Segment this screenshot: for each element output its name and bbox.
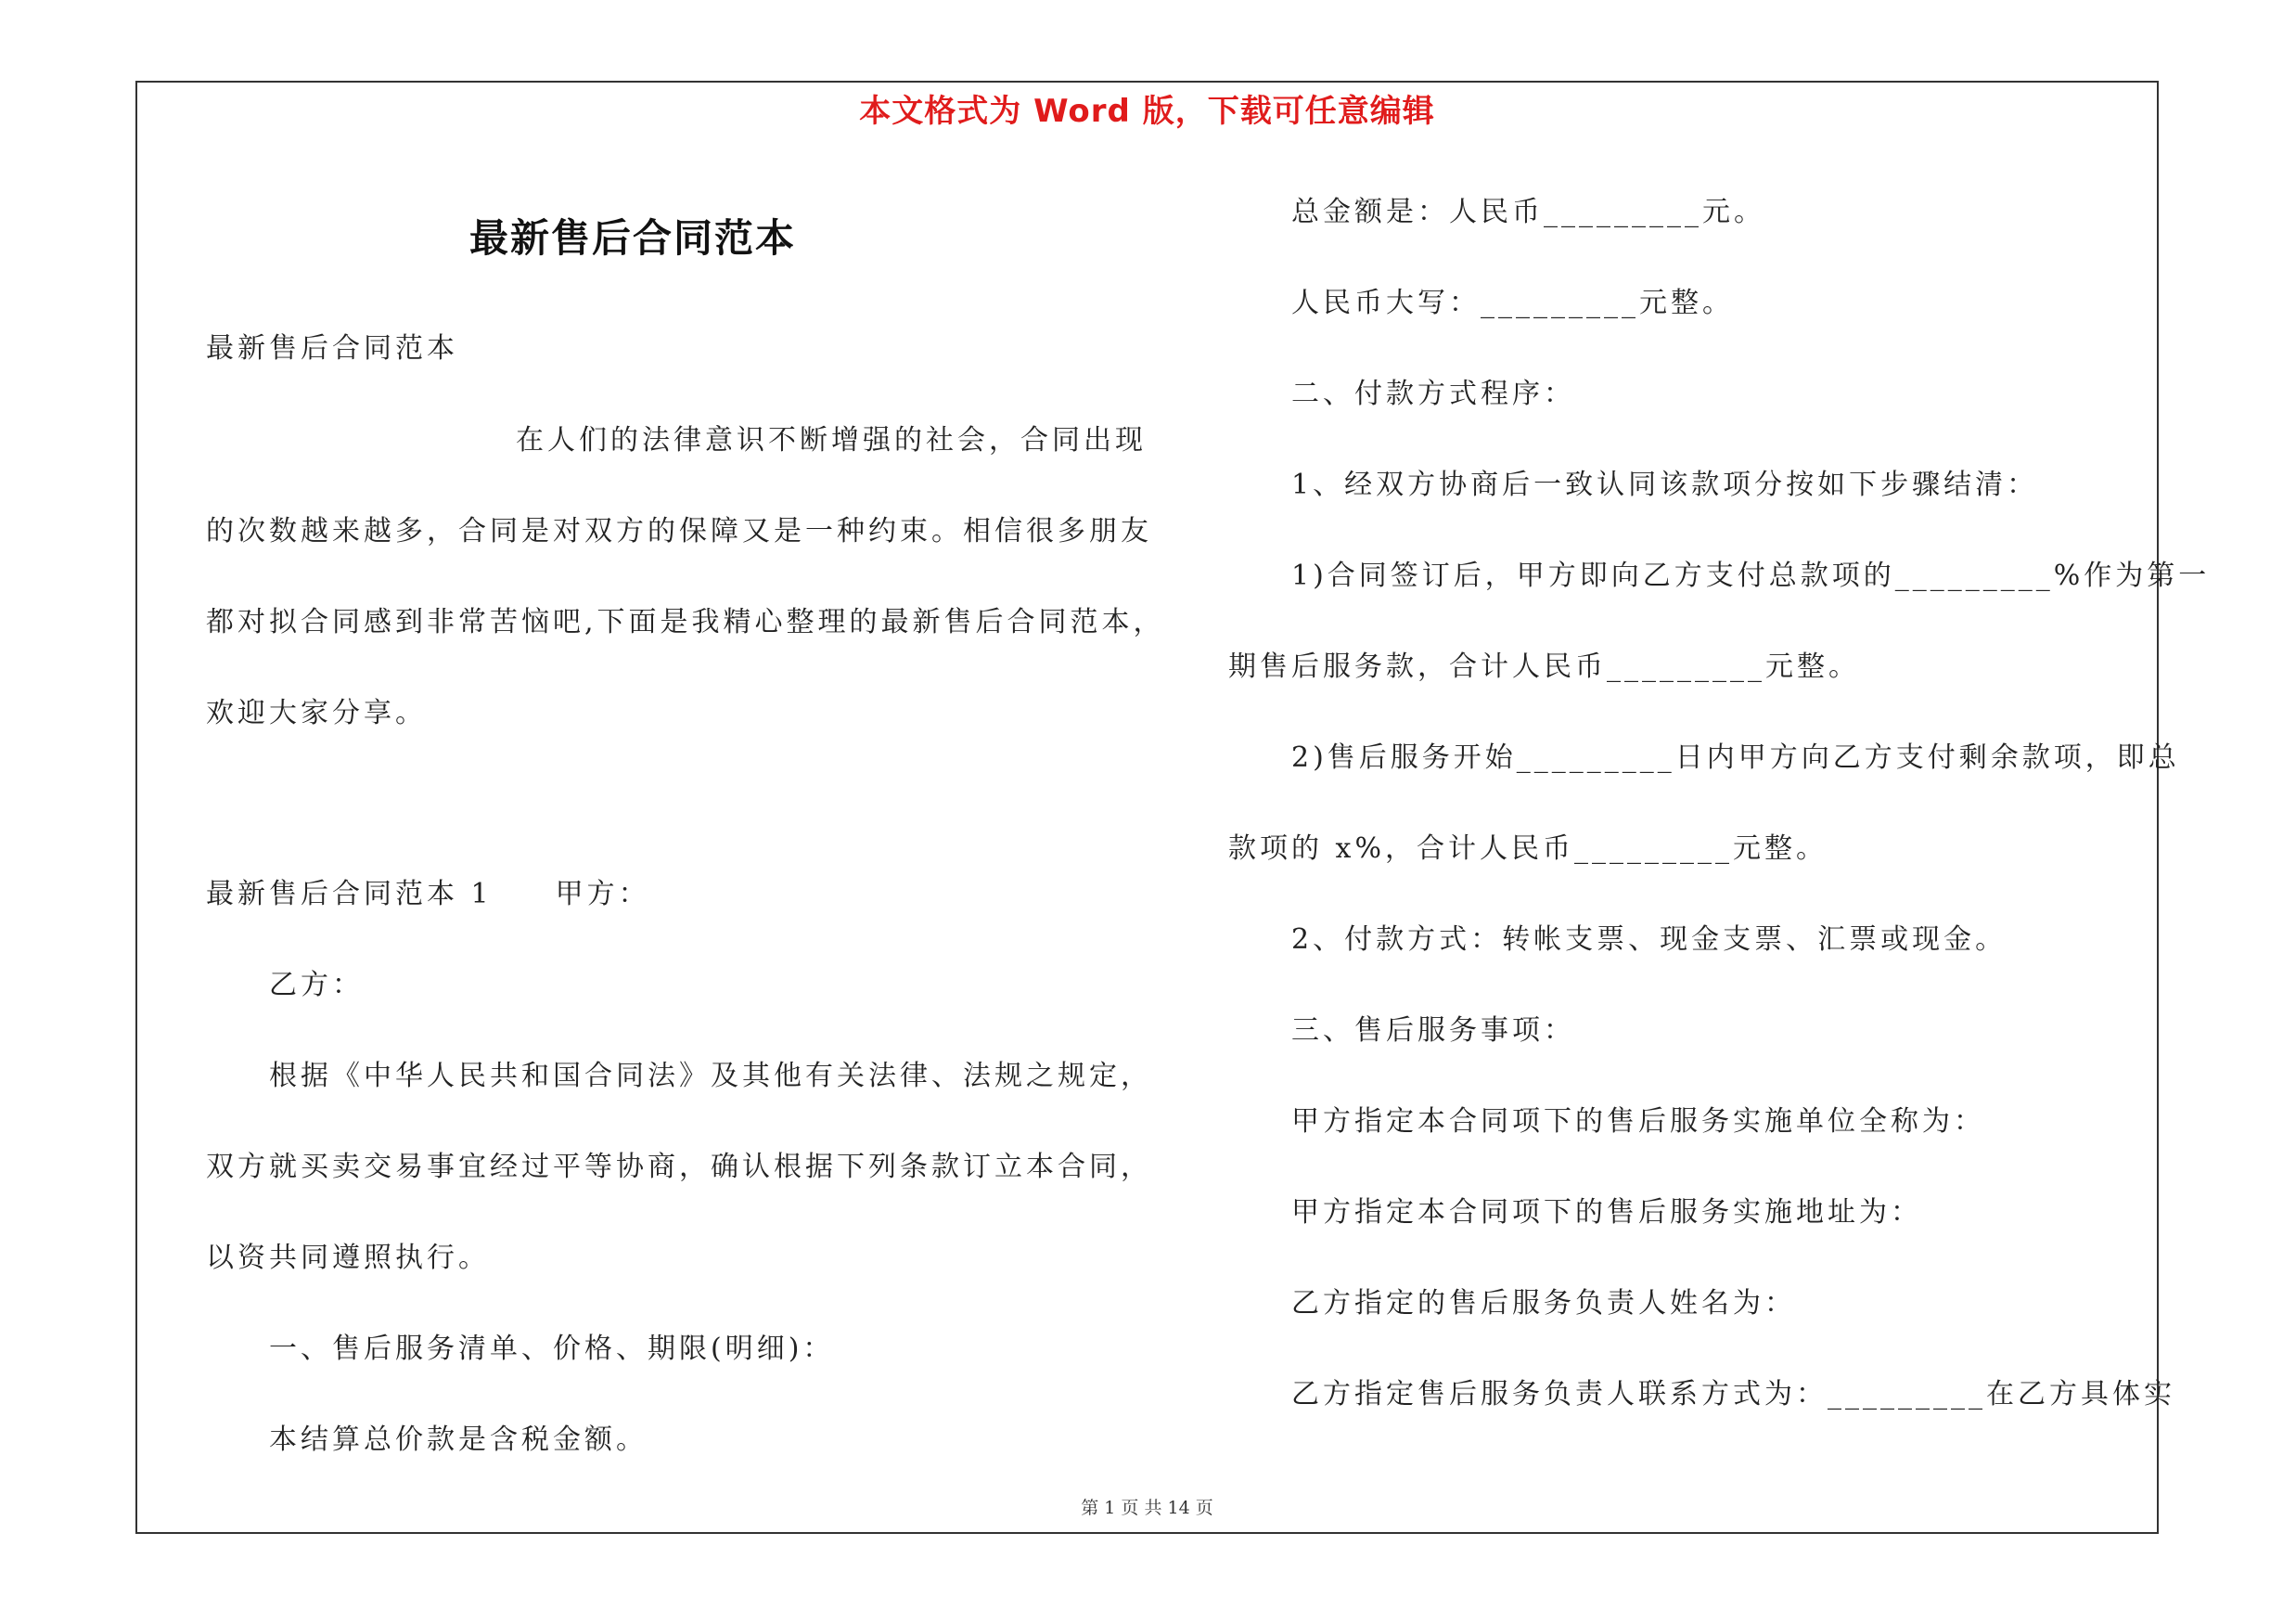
contract-paragraph-line: 本结算总价款是含税金额。 bbox=[269, 1423, 648, 1456]
service-clause-line: 甲方指定本合同项下的售后服务实施地址为： bbox=[1291, 1196, 1922, 1229]
contract-party-b-line: 乙方： bbox=[269, 969, 364, 1001]
amount-in-words-line: 人民币大写：_________元整。 bbox=[1291, 287, 1734, 319]
section-heading-1: 一、售后服务清单、价格、期限(明细)： bbox=[269, 1333, 835, 1365]
document-title: 最新售后合同范本 bbox=[468, 215, 796, 261]
intro-heading: 最新售后合同范本 bbox=[206, 332, 458, 365]
total-amount-line: 总金额是：人民币_________元。 bbox=[1291, 196, 1765, 228]
page-number-footer: 第 1 页 共 14 页 bbox=[1081, 1498, 1213, 1518]
contract-paragraph-line: 双方就买卖交易事宜经过平等协商，确认根据下列条款订立本合同， bbox=[206, 1151, 1152, 1183]
service-clause-line: 甲方指定本合同项下的售后服务实施单位全称为： bbox=[1291, 1105, 1985, 1138]
payment-clause-line: 1)合同签订后，甲方即向乙方支付总款项的_________%作为第一 bbox=[1291, 560, 2211, 592]
section-heading-3: 三、售后服务事项： bbox=[1291, 1014, 1575, 1047]
intro-paragraph-line: 的次数越来越多，合同是对双方的保障又是一种约束。相信很多朋友 bbox=[206, 515, 1152, 547]
intro-paragraph-line: 都对拟合同感到非常苦恼吧,下面是我精心整理的最新售后合同范本， bbox=[206, 606, 1165, 638]
contract-paragraph-line: 根据《中华人民共和国合同法》及其他有关法律、法规之规定， bbox=[269, 1060, 1152, 1092]
service-clause-line: 乙方指定售后服务负责人联系方式为：_________在乙方具体实 bbox=[1291, 1378, 2175, 1410]
payment-clause-line: 2)售后服务开始_________日内甲方向乙方支付剩余款项，即总 bbox=[1291, 741, 2180, 774]
page-border bbox=[135, 81, 2159, 1534]
section-heading-2: 二、付款方式程序： bbox=[1291, 378, 1575, 410]
contract-party-a-line: 最新售后合同范本 1 甲方： bbox=[206, 878, 650, 910]
intro-paragraph-line: 在人们的法律意识不断增强的社会，合同出现 bbox=[516, 424, 1147, 457]
payment-clause-line: 期售后服务款，合计人民币_________元整。 bbox=[1228, 650, 1860, 683]
payment-clause-line: 1、经双方协商后一致认同该款项分按如下步骤结清： bbox=[1291, 469, 2039, 501]
service-clause-line: 乙方指定的售后服务负责人姓名为： bbox=[1291, 1287, 1796, 1320]
contract-paragraph-line: 以资共同遵照执行。 bbox=[206, 1242, 490, 1274]
format-notice-banner: 本文格式为 Word 版，下载可任意编辑 bbox=[859, 93, 1435, 130]
payment-method-line: 2、付款方式：转帐支票、现金支票、汇票或现金。 bbox=[1291, 923, 2007, 956]
intro-paragraph-line: 欢迎大家分享。 bbox=[206, 697, 427, 729]
payment-clause-line: 款项的 x%，合计人民币_________元整。 bbox=[1228, 832, 1828, 865]
